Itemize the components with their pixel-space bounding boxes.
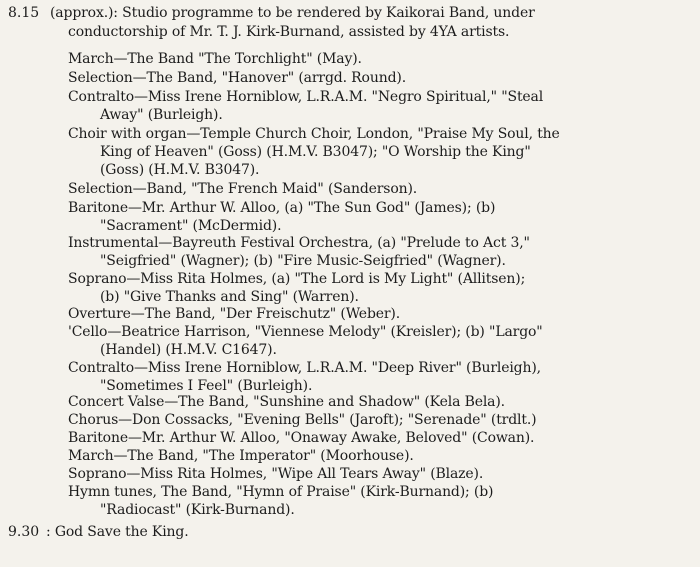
item-text: Instrumental—Bayreuth Festival Orchestra, (a) "Prelude to Act 3," bbox=[68, 235, 530, 251]
item-2 bbox=[68, 69, 406, 87]
item-14 bbox=[68, 429, 534, 447]
item-text: Baritone—Mr. Arthur W. Alloo, "Onaway Awake, Beloved" (Cowan). bbox=[68, 430, 535, 446]
item-text-cont: "Seigfried" (Wagner); (b) "Fire Music-Seigfried" (Wagner). bbox=[100, 253, 506, 269]
item-text-cont: Away" (Burleigh). bbox=[100, 107, 223, 123]
item-text: Hymn tunes, The Band, "Hymn of Praise" (Kirk-Burnand); (b) bbox=[68, 484, 494, 500]
item-5 bbox=[68, 180, 417, 198]
end-time: 9.30 bbox=[8, 524, 40, 540]
item-text: Chorus—Don Cossacks, "Evening Bells" (Jaroft); "Serenade" (trdlt.) bbox=[68, 412, 537, 428]
intro-line-2: conductorship of Mr. T. J. Kirk-Burnand, assisted by 4YA artists. bbox=[68, 24, 510, 40]
item-text-cont: (b) "Give Thanks and Sing" (Warren). bbox=[100, 289, 359, 305]
closing-text: : God Save the King. bbox=[46, 524, 189, 540]
item-text: Selection—Band, "The French Maid" (Sanderson). bbox=[68, 181, 418, 197]
item-text: Concert Valse—The Band, "Sunshine and Shadow" (Kela Bela). bbox=[68, 394, 505, 410]
item-11 bbox=[68, 359, 541, 395]
item-16 bbox=[68, 465, 483, 483]
item-13 bbox=[68, 411, 536, 429]
item-text: 'Cello—Beatrice Harrison, "Viennese Melody" (Kreisler); (b) "Largo" bbox=[68, 324, 543, 340]
item-7 bbox=[68, 234, 530, 270]
item-text: Soprano—Miss Rita Holmes, (a) "The Lord is My Light" (Allitsen); bbox=[68, 271, 526, 287]
item-text: Contralto—Miss Irene Horniblow, L.R.A.M. "Negro Spiritual," "Steal bbox=[68, 89, 544, 105]
item-text: Soprano—Miss Rita Holmes, "Wipe All Tears Away" (Blaze). bbox=[68, 466, 484, 482]
item-text-cont: King of Heaven" (Goss) (H.M.V. B3047); "O Worship the King" bbox=[100, 144, 531, 160]
item-12 bbox=[68, 393, 505, 411]
item-text-cont: (Goss) (H.M.V. B3047). bbox=[100, 162, 260, 178]
item-8 bbox=[68, 270, 525, 306]
item-text: March—The Band "The Torchlight" (May). bbox=[68, 51, 362, 67]
intro-line-1: (approx.): Studio programme to be rendered by Kaikorai Band, under bbox=[50, 5, 535, 21]
item-text-cont: "Radiocast" (Kirk-Burnand). bbox=[100, 502, 295, 518]
item-text-cont: (Handel) (H.M.V. C1647). bbox=[100, 342, 277, 358]
item-text: March—The Band, "The Imperator" (Moorhouse). bbox=[68, 448, 414, 464]
item-3 bbox=[68, 88, 543, 124]
item-10 bbox=[68, 323, 543, 359]
start-time: 8.15 bbox=[8, 5, 40, 21]
item-9 bbox=[68, 305, 400, 323]
item-text: Contralto—Miss Irene Horniblow, L.R.A.M. "Deep River" (Burleigh), bbox=[68, 360, 541, 376]
item-text: Selection—The Band, "Hanover" (arrgd. Round). bbox=[68, 70, 406, 86]
item-text: Overture—The Band, "Der Freischutz" (Weber). bbox=[68, 306, 401, 322]
item-1 bbox=[68, 50, 362, 68]
item-17 bbox=[68, 483, 493, 519]
item-text-cont: "Sacrament" (McDermid). bbox=[100, 218, 282, 234]
item-6 bbox=[68, 199, 495, 235]
item-text-cont: "Sometimes I Feel" (Burleigh). bbox=[100, 378, 313, 394]
item-text: Baritone—Mr. Arthur W. Alloo, (a) "The Sun God" (James); (b) bbox=[68, 200, 496, 216]
item-text: Choir with organ—Temple Church Choir, London, "Praise My Soul, the bbox=[68, 126, 560, 142]
item-4 bbox=[68, 125, 560, 179]
item-15 bbox=[68, 447, 414, 465]
